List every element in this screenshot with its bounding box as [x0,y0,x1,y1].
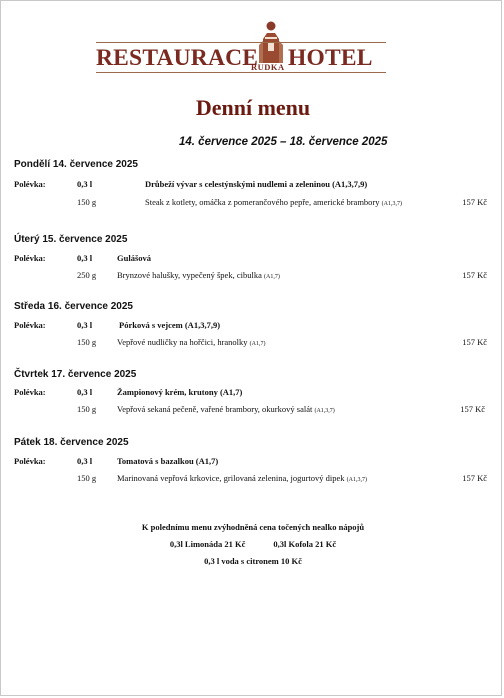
soup-label: Polévka: [14,179,46,189]
main-name: Steak z kotlety, omáčka z pomerančového pepře, americké brambory [145,197,380,207]
soup-amount: 0,3 l [77,179,93,189]
footer-drinks-line [1,539,504,549]
logo-rule-bottom [96,72,386,73]
logo-word-center: RUDKA [251,62,285,72]
day-heading-friday: Pátek 18. července 2025 [14,437,129,448]
soup-amount: 0,3 l [77,456,93,466]
restaurant-logo [1,19,504,79]
soup-label: Polévka: [14,253,46,263]
main-amount: 250 g [77,270,97,280]
main-amount: 150 g [77,197,97,207]
soup-amount: 0,3 l [77,320,93,330]
day-heading-thursday: Čtvrtek 17. července 2025 [14,369,137,380]
main-allergens: (A1,3,7) [381,201,402,207]
main-allergens: (A1,7) [263,274,280,280]
main-name: Vepřové nudličky na hořčici, hranolky [117,337,248,347]
main-dish [117,404,335,414]
soup-row-friday [1,456,504,470]
main-row-monday [1,197,504,211]
main-allergens: (A1,3,7) [314,408,335,414]
footer-drinks-intro: K polednímu menu zvýhodněná cena točených nealko nápojů [141,522,365,532]
soup-row-monday [1,179,504,193]
price: 157 Kč [462,473,487,483]
main-name: Vepřová sekaná pečeně, vařené brambory, okurkový salát [117,404,313,414]
price: 157 Kč [462,337,487,347]
soup-label: Polévka: [14,456,46,466]
main-row-wednesday [1,337,504,351]
logo-word-right: HOTEL [288,45,373,71]
day-heading-tuesday: Úterý 15. července 2025 [14,234,128,245]
date-range: 14. července 2025 – 18. července 2025 [179,136,388,148]
footer-water: 0,3 l voda s citronem 10 Kč [204,556,302,566]
logo-rule-top [96,42,386,43]
main-amount: 150 g [77,473,97,483]
main-name: Marinovaná vepřová krkovice, grilovaná zelenina, jogurtový dipek [117,473,345,483]
price: 157 Kč [460,404,485,414]
main-allergens: (A1,7) [249,341,266,347]
main-row-friday [1,473,504,487]
soup-amount: 0,3 l [77,253,93,263]
main-name: Brynzové halušky, vypečený špek, cibulka [117,270,262,280]
main-row-tuesday [1,270,504,284]
drink-lemonade: 0,3l Limonáda 21 Kč [169,539,246,549]
soup-amount: 0,3 l [77,387,93,397]
drink-kofola: 0,3l Kofola 21 Kč [273,539,337,549]
soup-label: Polévka: [14,320,46,330]
page-title: Denní menu [195,95,311,120]
soup-name: Pórková s vejcem (A1,3,7,9) [119,320,221,330]
main-amount: 150 g [77,404,97,414]
main-row-thursday [1,404,504,418]
price: 157 Kč [462,197,487,207]
main-dish [117,337,266,347]
main-dish [145,197,402,207]
soup-name: Gulášová [117,253,152,263]
soup-name: Žampionový krém, krutony (A1,7) [117,387,243,397]
soup-name: Drůbeží vývar s celestýnskými nudlemi a zeleninou (A1,3,7,9) [145,179,368,189]
main-dish [117,473,367,483]
soup-row-thursday [1,387,504,401]
day-heading-wednesday: Středa 16. července 2025 [14,301,133,312]
soup-row-wednesday [1,320,504,334]
price: 157 Kč [462,270,487,280]
main-dish [117,270,280,280]
day-heading-monday: Pondělí 14. července 2025 [14,159,138,170]
soup-label: Polévka: [14,387,46,397]
soup-name: Tomatová s bazalkou (A1,7) [117,456,219,466]
main-amount: 150 g [77,337,97,347]
logo-word-left: RESTAURACE [96,45,259,71]
main-allergens: (A1,3,7) [346,477,368,483]
soup-row-tuesday [1,253,504,267]
